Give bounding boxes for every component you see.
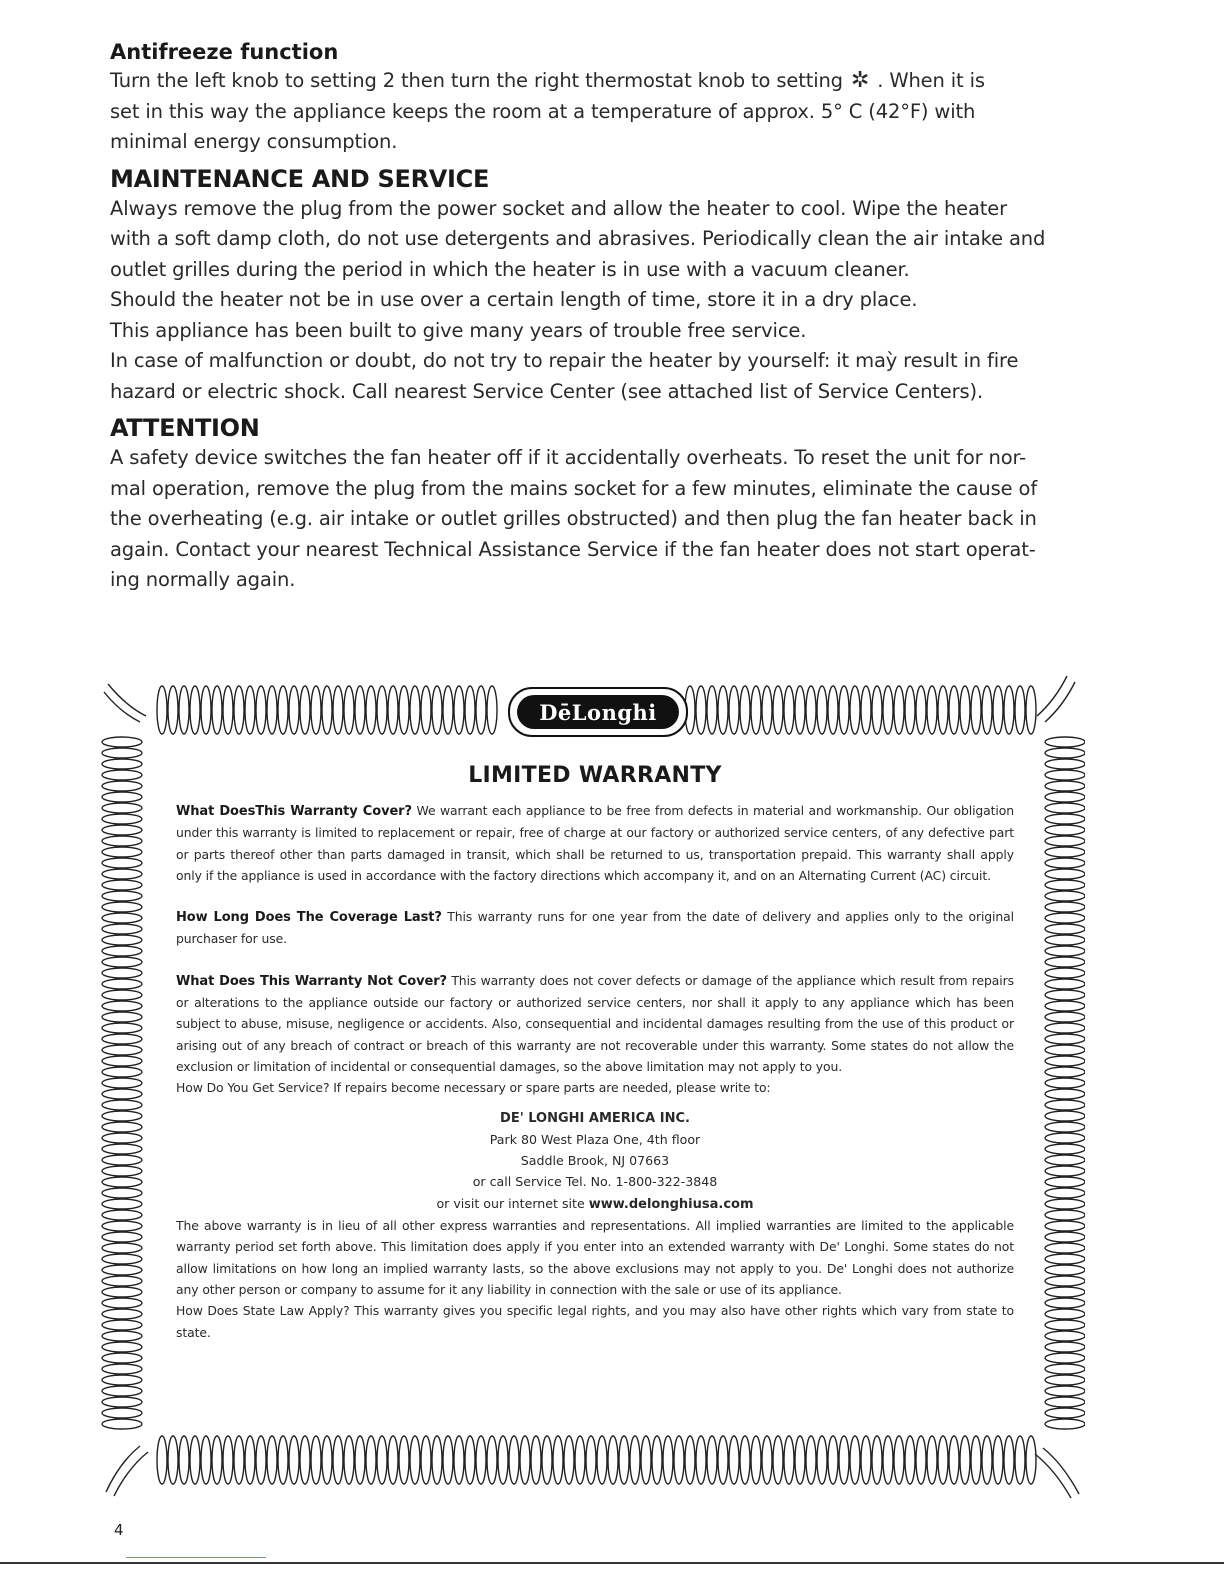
attention-line: ing normally again. [110, 568, 296, 591]
antifreeze-text [110, 66, 1085, 158]
maintenance-line: Should the heater not be in use over a certain length of time, store it in a dry place. [110, 288, 918, 311]
attention-line: again. Contact your nearest Technical Assistance Service if the fan heater does not start operat- [110, 537, 1036, 561]
footer-mark [126, 1557, 266, 1558]
attention-line: mal operation, remove the plug from the mains socket for a few minutes, eliminate the cause of [110, 476, 1038, 500]
warranty-not-cover-paragraph [176, 970, 1014, 1077]
warranty-length-paragraph [176, 906, 1014, 950]
maintenance-line: This appliance has been built to give many years of trouble free service. [110, 318, 807, 342]
website-link[interactable]: www.delonghiusa.com [588, 1196, 754, 1212]
warranty-state-law-paragraph: How Does State Law Apply? This warranty gives you specific legal rights, and you may also have other rights which vary from state to state. [176, 1303, 1014, 1340]
antifreeze-line: . When it is [877, 69, 985, 92]
company-name: DE' LONGHI AMERICA INC. [500, 1110, 690, 1126]
attention-text [110, 443, 1085, 596]
antifreeze-heading: Antifreeze function [110, 40, 339, 64]
snowflake-icon: ✲ [850, 68, 870, 93]
maintenance-line: Always remove the plug from the power socket and allow the heater to cool. Wipe the heater [110, 196, 1008, 220]
page-number: 4 [114, 1521, 124, 1539]
address-line: Park 80 West Plaza One, 4th floor [489, 1131, 701, 1147]
delonghi-logo [508, 687, 688, 737]
address-line: Saddle Brook, NJ 07663 [520, 1153, 670, 1169]
logo-text: DēLonghi [517, 695, 679, 729]
service-phone: or call Service Tel. No. 1-800-322-3848 [472, 1174, 718, 1190]
footer-rule [0, 1562, 1224, 1564]
not-cover-question: What Does This Warranty Not Cover? [176, 973, 447, 989]
maintenance-line: with a soft damp cloth, do not use detergents and abrasives. Periodically clean the air intake and [110, 227, 1046, 250]
maintenance-line: hazard or electric shock. Call nearest Service Center (see attached list of Service Centers). [110, 379, 984, 403]
website-prefix: or visit our internet site [436, 1195, 585, 1211]
not-cover-answer: This warranty does not cover defects or damage of the appliance which result from repairs or alterations to the appliance outside our factory or authorized service centers, nor shall it apply to any appliance which has been subject to abuse, misuse, negligence or accidents. Also, consequential and incidental damages resulting from the use of this product or arising out of any breach of contract or breach of this warranty are not recoverable under this warranty. Some states do not allow the exclusion or limitation of incidental or consequential damages, so the above limitation may not apply to you. [176, 972, 1014, 1074]
antifreeze-line: set in this way the appliance keeps the room at a temperature of approx. 5° C (42°F) with [110, 99, 976, 123]
length-answer: This warranty runs for one year from the date of delivery and applies only to the original purchaser for use. [176, 909, 1014, 947]
limited-warranty [176, 760, 1014, 1343]
antifreeze-line: minimal energy consumption. [110, 130, 398, 153]
cover-answer: We warrant each appliance to be free from defects in material and workmanship. Our obligation under this warranty is limited to replacement or repair, free of charge at our factory or authorized service centers, of any defective part or parts thereof other than parts damaged in transit, which shall be returned to us, transportation prepaid. This warranty shall apply only if the appliance is used in accordance with the factory directions which accompany it, and on an Alternating Current (AC) circuit. [176, 803, 1015, 883]
maintenance-text [110, 194, 1085, 408]
attention-line: the overheating (e.g. air intake or outlet grilles obstructed) and then plug the fan heater back in [110, 507, 1037, 530]
service-address [176, 1107, 1014, 1215]
warranty-cover-paragraph [176, 800, 1014, 886]
instructions-section [110, 38, 1085, 602]
antifreeze-line: Turn the left knob to setting 2 then turn the right thermostat knob to setting [110, 69, 843, 92]
maintenance-line: In case of malfunction or doubt, do not try to repair the heater by yourself: it maỳ result in fire [110, 349, 1019, 372]
attention-line: A safety device switches the fan heater off if it accidentally overheats. To reset the unit for nor- [110, 446, 1027, 469]
warranty-title: LIMITED WARRANTY [468, 763, 722, 788]
attention-heading: ATTENTION [110, 414, 260, 442]
warranty-service-paragraph: How Do You Get Service? If repairs become necessary or spare parts are needed, please write to: [176, 1080, 771, 1096]
length-question: How Long Does The Coverage Last? [176, 910, 442, 926]
cover-question: What DoesThis Warranty Cover? [176, 804, 412, 819]
warranty-lieu-paragraph: The above warranty is in lieu of all other express warranties and representations. All implied warranties are limited to the applicable warranty period set forth above. This limitation does apply if you enter into an extended warranty with De' Longhi. Some states do not allow limitations on how long an implied warranty lasts, so the above exclusions may not apply to you. De' Longhi does not authorize any other person or company to assume for it any liability in connection with the sale or use of its appliance. [176, 1218, 1014, 1297]
maintenance-line: outlet grilles during the period in which the heater is in use with a vacuum cleaner. [110, 257, 910, 281]
maintenance-heading: MAINTENANCE AND SERVICE [110, 164, 490, 193]
